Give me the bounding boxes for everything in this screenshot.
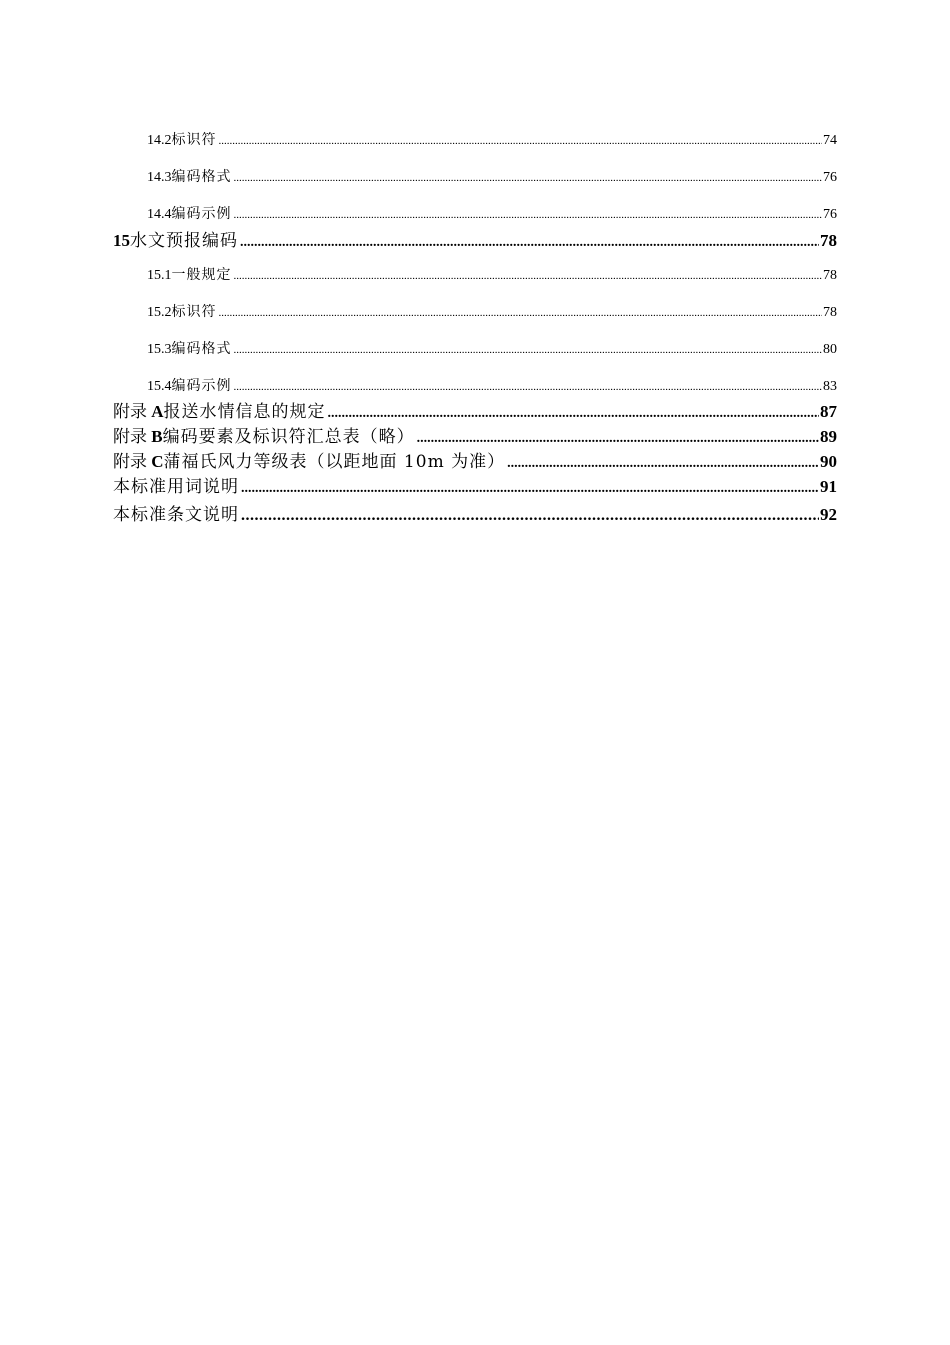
toc-entry-15-3[interactable] <box>147 338 837 358</box>
section-title: 编码示例 <box>171 206 232 222</box>
dot-leader <box>234 172 823 184</box>
chapter-number: 15 <box>113 231 130 250</box>
dot-leader <box>234 270 823 282</box>
section-number: 14.2 <box>147 133 172 148</box>
toc-entry-14-3[interactable] <box>147 166 837 186</box>
toc-entry-appendix-b[interactable] <box>113 422 837 447</box>
toc-entry-14-2[interactable] <box>147 129 837 149</box>
section-title: 编码示例 <box>171 378 232 394</box>
page-number: 80 <box>823 342 837 357</box>
appendix-label <box>113 422 163 447</box>
section-number: 15.3 <box>147 342 172 357</box>
page-number: 76 <box>823 207 837 222</box>
appendix-prefix: 附录 <box>113 402 147 422</box>
toc-entry-15-4[interactable] <box>147 375 837 395</box>
toc-entry-appendix-a[interactable] <box>113 397 837 422</box>
toc-entry-explanation[interactable] <box>113 500 837 525</box>
appendix-letter: A <box>151 402 164 421</box>
chapter-title: 水文预报编码 <box>130 231 238 251</box>
toc-entry-15-2[interactable] <box>147 301 837 321</box>
dot-leader <box>219 135 823 147</box>
section-title: 一般规定 <box>171 267 232 283</box>
appendix-label <box>113 447 164 472</box>
section-title: 标识符 <box>171 132 217 148</box>
page-number: 90 <box>820 452 837 471</box>
toc-entry-chapter-15[interactable] <box>113 226 837 251</box>
dot-leader <box>234 381 823 393</box>
entry-title: 本标准条文说明 <box>113 505 239 525</box>
toc-entry-appendix-c[interactable] <box>113 447 837 472</box>
dot-leader <box>241 507 819 525</box>
section-number: 15.1 <box>147 268 172 283</box>
appendix-title: 报送水情信息的规定 <box>163 402 326 422</box>
toc-entry-14-4[interactable] <box>147 203 837 223</box>
toc-entry-terms[interactable] <box>113 472 837 497</box>
appendix-letter: C <box>151 452 164 471</box>
page-number: 91 <box>820 477 837 496</box>
page-number: 87 <box>820 402 837 421</box>
dot-leader <box>219 307 823 319</box>
appendix-title: 蒲福氏风力等级表（以距地面 10m 为准） <box>163 452 506 472</box>
appendix-label <box>113 397 164 422</box>
page-number: 83 <box>823 379 837 394</box>
dot-leader <box>328 406 819 422</box>
page-number: 76 <box>823 170 837 185</box>
appendix-prefix: 附录 <box>113 427 147 447</box>
page-number: 78 <box>820 231 837 250</box>
section-number: 15.2 <box>147 305 172 320</box>
page-number: 92 <box>820 505 837 524</box>
appendix-prefix: 附录 <box>113 452 147 472</box>
dot-leader <box>417 431 819 447</box>
dot-leader <box>507 456 819 472</box>
section-number: 14.4 <box>147 207 172 222</box>
dot-leader <box>241 481 819 497</box>
appendix-title: 编码要素及标识符汇总表（略） <box>162 427 415 447</box>
page-number: 74 <box>823 133 837 148</box>
page-number: 78 <box>823 305 837 320</box>
section-title: 编码格式 <box>171 169 232 185</box>
appendix-letter: B <box>151 427 163 446</box>
dot-leader <box>234 209 823 221</box>
entry-title: 本标准用词说明 <box>113 477 239 497</box>
dot-leader <box>234 344 823 356</box>
dot-leader <box>240 235 819 251</box>
toc-entry-15-1[interactable] <box>147 264 837 284</box>
section-number: 14.3 <box>147 170 172 185</box>
page-number: 78 <box>823 268 837 283</box>
section-title: 标识符 <box>171 304 217 320</box>
section-title: 编码格式 <box>171 341 232 357</box>
section-number: 15.4 <box>147 379 172 394</box>
page-number: 89 <box>820 427 837 446</box>
